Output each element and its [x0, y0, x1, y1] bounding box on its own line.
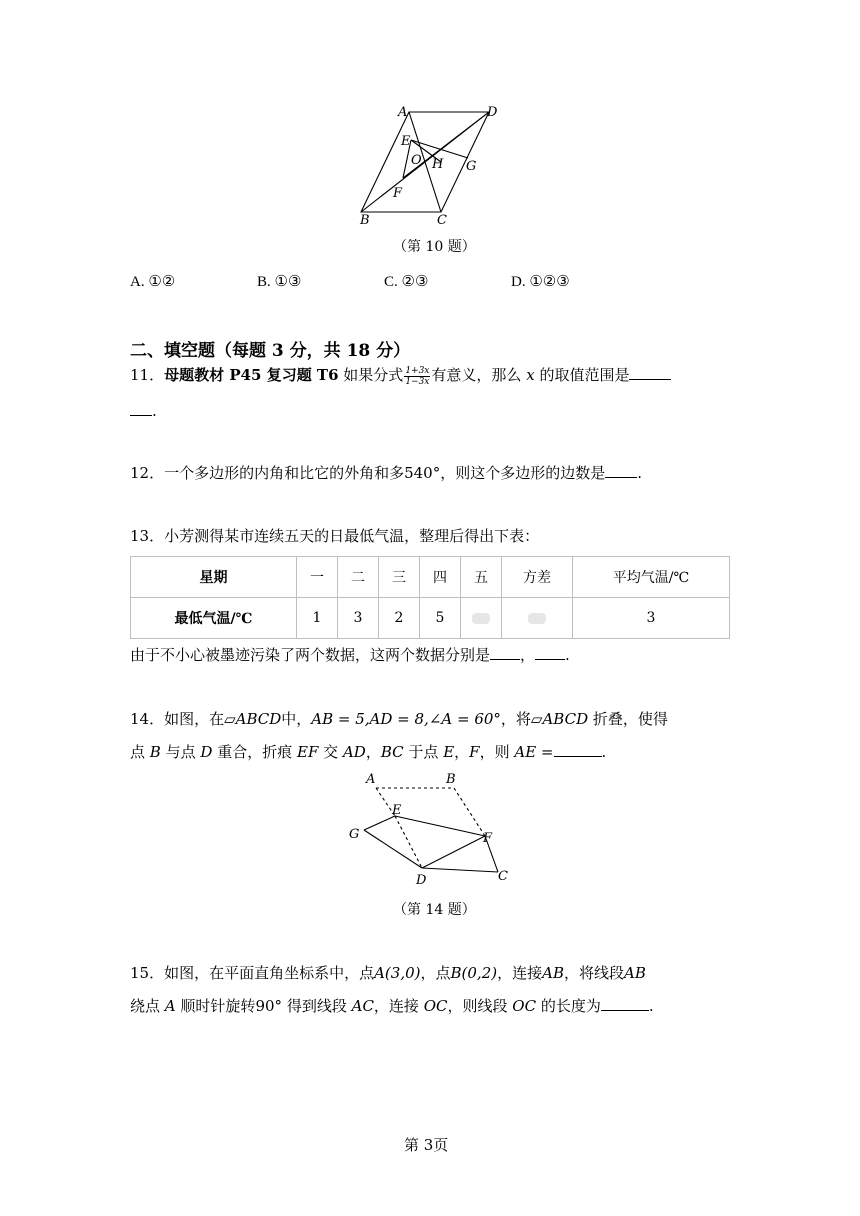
- q14-answer-blank[interactable]: [554, 744, 602, 757]
- q12-value: 540°: [404, 464, 441, 482]
- q14-text: ，则: [479, 743, 510, 761]
- q14-text: 14．如图，在▱: [130, 710, 236, 728]
- q13-comma: ，: [520, 646, 536, 664]
- table-header-cell: 平均气温/℃: [573, 557, 730, 598]
- q15-text: ，连接: [497, 964, 543, 982]
- q14-math: EF: [297, 743, 319, 761]
- table-cell: 2: [379, 598, 420, 639]
- q11-source: 母题教材 P45 复习题 T6: [164, 366, 339, 384]
- q12-text-1: 12．一个多边形的内角和比它的外角和多: [130, 464, 405, 482]
- q15-math: A(3,0): [374, 964, 421, 982]
- q14-math: ABCD: [235, 710, 282, 728]
- q11-frac-denominator: 1−3x: [405, 376, 430, 387]
- table-header-cell: 一: [297, 557, 338, 598]
- q13-answer-blank-2[interactable]: [535, 647, 565, 660]
- question-15-line-1: [130, 962, 646, 983]
- q15-answer-blank[interactable]: [601, 998, 649, 1011]
- table-cell: 3: [573, 598, 730, 639]
- table-cell: 3: [338, 598, 379, 639]
- table-cell: 1: [297, 598, 338, 639]
- q11-number: 11．: [130, 366, 165, 384]
- q11-fraction: [404, 366, 430, 387]
- label-d: D: [487, 105, 498, 120]
- q14-text: 交: [323, 743, 339, 761]
- question-14-line-1: [130, 708, 668, 729]
- question-11-cont: [130, 402, 157, 420]
- label-d: D: [416, 873, 427, 888]
- question-13-followup: [130, 644, 570, 665]
- ink-smudge-cell: [502, 598, 573, 639]
- table-header-cell: 五: [461, 557, 502, 598]
- ink-smudge-cell: [461, 598, 502, 639]
- q11-text-3: 的取值范围是: [539, 366, 630, 384]
- q14-text: ，: [365, 743, 381, 761]
- q15-math: OC: [512, 997, 537, 1015]
- q15-text: 的长度为: [540, 997, 601, 1015]
- q11-answer-blank-2[interactable]: [130, 403, 152, 416]
- q14-math: B: [149, 743, 161, 761]
- q14-math: E: [443, 743, 455, 761]
- q14-math: AE =: [514, 743, 554, 761]
- table-header-row: [131, 557, 730, 598]
- q15-math: AB: [542, 964, 564, 982]
- figure-14: [340, 768, 530, 890]
- q15-text: 15．如图，在平面直角坐标系中，点: [130, 964, 375, 982]
- q13-after-text: 由于不小心被墨迹污染了两个数据，这两个数据分别是: [130, 646, 491, 664]
- q11-end: .: [152, 402, 157, 420]
- q14-math: F: [469, 743, 480, 761]
- q13-end: .: [565, 646, 570, 664]
- q14-text: ，将▱: [500, 710, 543, 728]
- table-cell: 最低气温/℃: [131, 598, 297, 639]
- question-13: 13．小芳测得某市连续五天的日最低气温，整理后得出下表：: [130, 527, 540, 545]
- q15-math: OC: [423, 997, 448, 1015]
- q13-answer-blank-1[interactable]: [490, 647, 520, 660]
- q15-math: B(0,2): [450, 964, 498, 982]
- q15-text: 绕点: [130, 997, 161, 1015]
- label-g: G: [349, 827, 360, 842]
- q15-text: ，点: [420, 964, 451, 982]
- q14-math: BC: [380, 743, 404, 761]
- q14-text: 点: [130, 743, 146, 761]
- table-header-cell: 四: [420, 557, 461, 598]
- q11-text-2: 有意义，那么: [431, 366, 522, 384]
- q14-text: 中，: [281, 710, 312, 728]
- q15-end: .: [648, 997, 654, 1015]
- q14-text: 重合，折痕: [217, 743, 293, 761]
- q14-math: ABCD: [542, 710, 589, 728]
- q14-text: 折叠，使得: [592, 710, 668, 728]
- label-e: E: [401, 134, 411, 149]
- q15-math: AB: [624, 964, 646, 982]
- q11-text-1: 如果分式: [343, 366, 404, 384]
- label-b: B: [446, 772, 456, 787]
- label-c: C: [437, 213, 447, 228]
- q14-text: ，: [454, 743, 470, 761]
- q15-math: AC: [351, 997, 374, 1015]
- ink-smudge: [528, 613, 546, 624]
- label-f: F: [483, 831, 493, 846]
- label-e: E: [392, 803, 402, 818]
- table-header-cell: 三: [379, 557, 420, 598]
- label-g: G: [466, 159, 477, 174]
- question-15-line-2: [130, 995, 654, 1016]
- q14-math: D: [200, 743, 213, 761]
- q14-math: AD: [342, 743, 366, 761]
- q11-frac-numerator: 1+3x: [405, 365, 430, 376]
- q14-text: 与点: [165, 743, 196, 761]
- choice-a: A. ①②: [130, 274, 176, 290]
- q15-text: 顺时针旋转: [180, 997, 256, 1015]
- table-header-cell: 二: [338, 557, 379, 598]
- figure-14-caption: （第 14 题）: [393, 902, 476, 918]
- label-a: A: [366, 772, 376, 787]
- table-header-cell: 星期: [131, 557, 297, 598]
- q12-end: .: [637, 464, 643, 482]
- section-2-title: 二、填空题（每题 3 分，共 18 分）: [130, 341, 411, 361]
- label-b: B: [360, 213, 370, 228]
- figure-10: [355, 100, 515, 230]
- figure-10-caption: （第 10 题）: [393, 239, 476, 255]
- q15-text: ，将线段: [563, 964, 624, 982]
- page-number: 第 3页: [404, 1136, 449, 1154]
- label-c: C: [498, 869, 508, 884]
- label-h: H: [432, 157, 444, 172]
- question-12: [130, 462, 642, 483]
- choice-b: B. ①③: [257, 274, 302, 290]
- choice-d: D. ①②③: [511, 274, 570, 290]
- label-o: O: [411, 153, 422, 168]
- ink-smudge: [472, 613, 490, 624]
- q15-text: 得到线段: [286, 997, 347, 1015]
- label-a: A: [398, 105, 408, 120]
- question-11: [130, 364, 671, 387]
- table-row: [131, 598, 730, 639]
- table-cell: 5: [420, 598, 461, 639]
- q15-text: ，则线段: [447, 997, 508, 1015]
- label-f: F: [393, 186, 403, 201]
- q15-math: 90°: [255, 997, 283, 1015]
- q14-math: AB = 5,AD = 8,∠A = 60°: [311, 710, 501, 728]
- q12-text-2: ，则这个多边形的边数是: [440, 464, 606, 482]
- temperature-table: [130, 556, 730, 639]
- q15-text: ，连接: [373, 997, 419, 1015]
- q11-var: x: [526, 366, 535, 384]
- table-header-cell: 方差: [502, 557, 573, 598]
- q14-text: 于点: [408, 743, 439, 761]
- q15-math: A: [164, 997, 176, 1015]
- q11-answer-blank-1[interactable]: [629, 367, 671, 380]
- question-14-line-2: [130, 741, 606, 762]
- q12-answer-blank[interactable]: [605, 465, 637, 478]
- q14-end: .: [601, 743, 607, 761]
- choice-c: C. ②③: [384, 274, 429, 290]
